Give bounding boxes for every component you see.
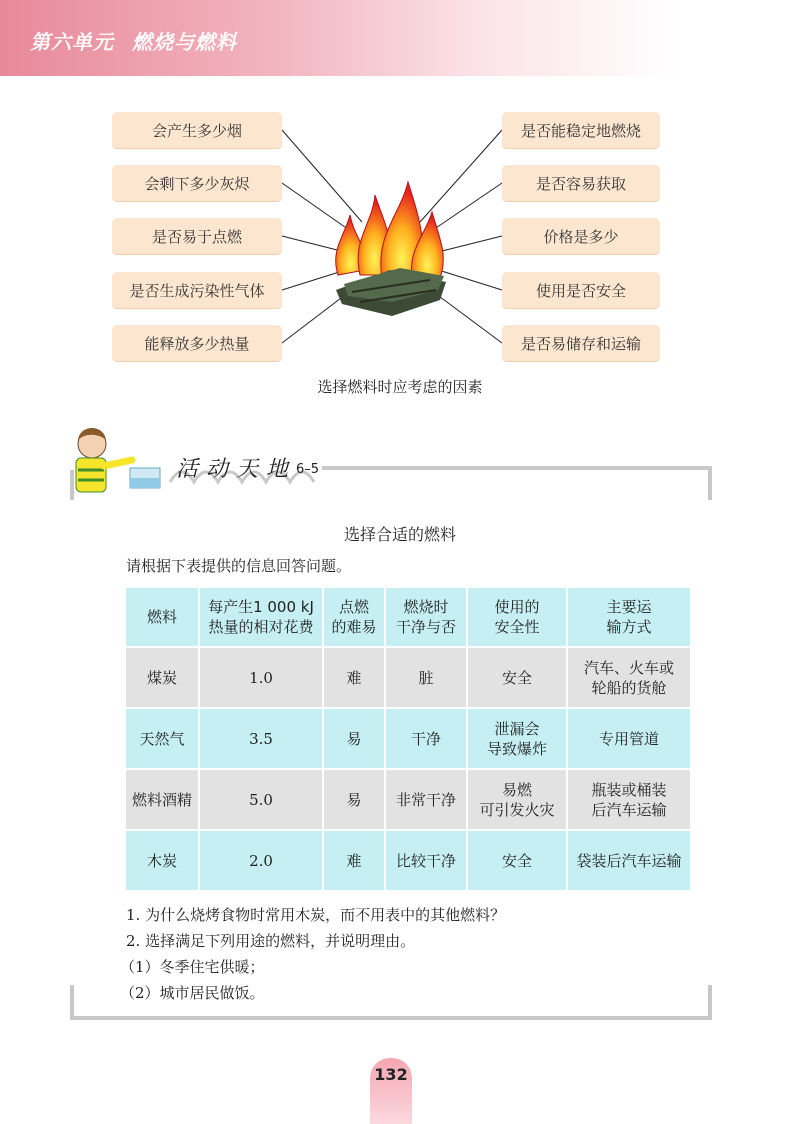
question-1: 1. 为什么烧烤食物时常用木炭，而不用表中的其他燃料？ [126,906,506,924]
factor-heat: 能释放多少热量 [112,325,282,361]
cell-safety: 泄漏会 导致爆炸 [467,708,567,769]
factor-pollution: 是否生成污染性气体 [112,272,282,308]
cell-fuel: 天然气 [125,708,199,769]
activity-title: 活动天地 [176,457,297,482]
cell-cost: 5.0 [199,769,323,830]
cell-safety: 安全 [467,647,567,708]
cell-transport: 专用管道 [567,708,691,769]
factor-price: 价格是多少 [502,218,660,254]
factor-safety: 使用是否安全 [502,272,660,308]
cell-ignition: 易 [323,708,385,769]
flame-icon [336,182,444,278]
unit-topic: 燃烧与燃料 [132,30,237,54]
figure-caption: 选择燃料时应考虑的因素 [317,378,483,396]
cell-cost: 2.0 [199,830,323,891]
cell-cleanliness: 比较干净 [385,830,467,891]
activity-number: 6–5 [296,462,320,477]
cell-transport: 瓶装或桶装 后汽车运输 [567,769,691,830]
cell-cleanliness: 非常干净 [385,769,467,830]
logs-icon [336,268,446,316]
cell-safety: 易燃 可引发火灾 [467,769,567,830]
header-transport: 主要运 输方式 [567,587,691,647]
table-row [125,708,691,769]
cell-fuel: 煤炭 [125,647,199,708]
question-2-part-1: （1）冬季住宅供暖； [120,958,265,976]
cell-safety: 安全 [467,830,567,891]
factor-availability: 是否容易获取 [502,165,660,201]
cell-cleanliness: 脏 [385,647,467,708]
table-row [125,647,691,708]
header-safety: 使用的 安全性 [467,587,567,647]
table-row [125,830,691,891]
unit-number: 第六单元 [30,30,114,54]
factor-ash: 会剩下多少灰烬 [112,165,282,201]
question-2-part-2: （2）城市居民做饭。 [120,984,265,1002]
header-ignition: 点燃 的难易 [323,587,385,647]
cell-ignition: 难 [323,647,385,708]
cell-fuel: 木炭 [125,830,199,891]
boy-illustration [76,428,160,492]
header-fuel: 燃料 [125,587,199,647]
factor-storage: 是否易储存和运输 [502,325,660,361]
cell-transport: 汽车、火车或 轮船的货舱 [567,647,691,708]
cell-cleanliness: 干净 [385,708,467,769]
page-number: 132 [374,1065,408,1084]
cell-transport: 袋装后汽车运输 [567,830,691,891]
cell-cost: 3.5 [199,708,323,769]
header-cost: 每产生1 000 kJ 热量的相对花费 [199,587,323,647]
cell-cost: 1.0 [199,647,323,708]
fuel-table [124,586,692,892]
factor-ignition: 是否易于点燃 [112,218,282,254]
factor-smoke: 会产生多少烟 [112,112,282,148]
cell-ignition: 难 [323,830,385,891]
cell-fuel: 燃料酒精 [125,769,199,830]
factor-stable-burning: 是否能稳定地燃烧 [502,112,660,148]
intro-text: 请根据下表提供的信息回答问题。 [126,557,352,575]
header-cleanliness: 燃烧时 干净与否 [385,587,467,647]
cell-ignition: 易 [323,769,385,830]
table-header-row [125,587,691,647]
table-row [125,769,691,830]
question-2: 2. 选择满足下列用途的燃料，并说明理由。 [126,932,416,950]
table-title: 选择合适的燃料 [343,525,456,544]
